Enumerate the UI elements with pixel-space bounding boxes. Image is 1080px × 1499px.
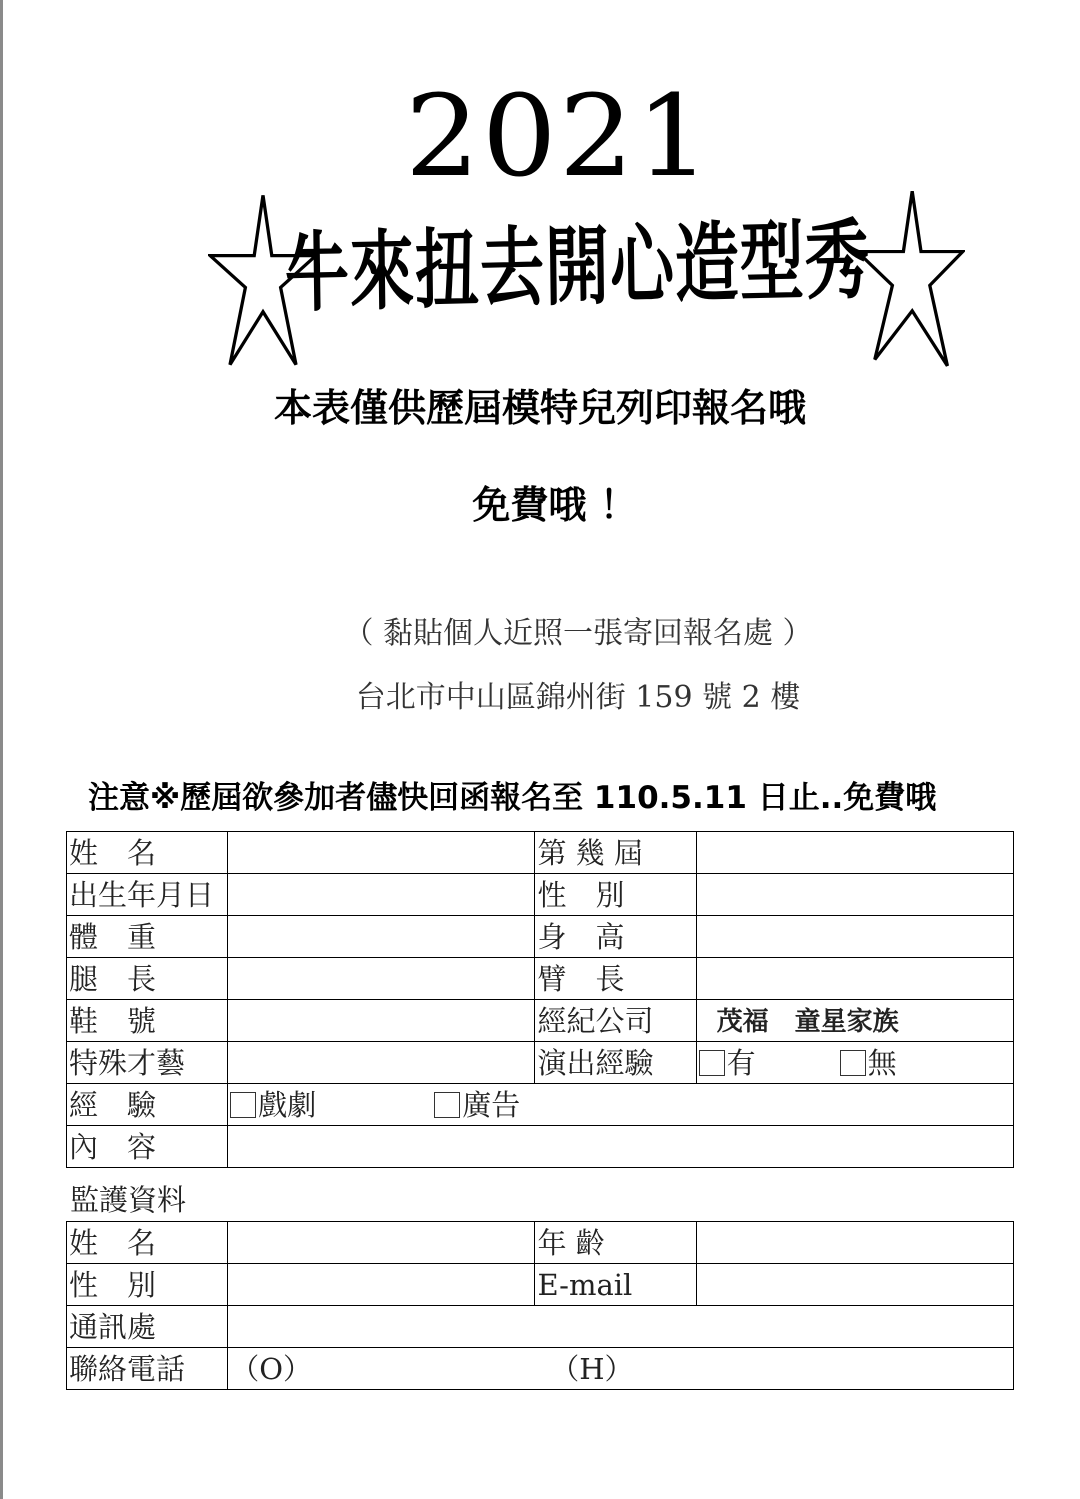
deadline-notice: 注意※歷屆欲參加者儘快回函報名至 110.5.11 日止..免費哦	[88, 780, 937, 816]
performance-field	[696, 1042, 1013, 1084]
name-field[interactable]	[228, 832, 535, 874]
table-row	[67, 1042, 1014, 1084]
table-row	[67, 916, 1014, 958]
guardian-age-field[interactable]	[696, 1222, 1013, 1264]
table-row	[67, 1222, 1014, 1264]
content-field[interactable]	[228, 1126, 1014, 1168]
agency-value: 茂福 童星家族	[716, 1006, 899, 1037]
leg-field[interactable]	[228, 958, 535, 1000]
performance-no-label: 無	[867, 1045, 897, 1080]
gender-field[interactable]	[696, 874, 1013, 916]
performance-yes-label: 有	[726, 1045, 756, 1080]
page-edge	[0, 0, 3, 1499]
table-row	[67, 958, 1014, 1000]
table-row	[67, 832, 1014, 874]
year-title: 2021	[405, 72, 713, 202]
weight-field[interactable]	[228, 916, 535, 958]
performance-label: 演出經驗	[535, 1042, 696, 1084]
guardian-name-field[interactable]	[228, 1222, 535, 1264]
leg-label: 腿 長	[67, 958, 228, 1000]
session-label: 第 幾 屆	[535, 832, 696, 874]
guardian-address-label: 通訊處	[67, 1306, 228, 1348]
experience-label: 經 驗	[67, 1084, 228, 1126]
table-row	[67, 1264, 1014, 1306]
phone-office-label: （O）	[230, 1351, 312, 1386]
agency-field[interactable]	[696, 1000, 1013, 1042]
session-field[interactable]	[696, 832, 1013, 874]
content-label: 內 容	[67, 1126, 228, 1168]
experience-drama-label: 戲劇	[258, 1087, 317, 1122]
experience-field	[228, 1084, 1014, 1126]
table-row	[67, 1084, 1014, 1126]
table-row	[67, 1306, 1014, 1348]
mailing-address: 台北市中山區錦州街 159 號 2 樓	[355, 680, 801, 715]
event-title: 牛來扭去開心造型秀	[284, 211, 871, 325]
guardian-email-label: E-mail	[535, 1264, 696, 1306]
shoe-field[interactable]	[228, 1000, 535, 1042]
shoe-label: 鞋 號	[67, 1000, 228, 1042]
photo-note: （ 黏貼個人近照一張寄回報名處 ）	[343, 616, 813, 651]
guardian-heading: 監護資料	[70, 1183, 187, 1217]
free-text: 免費哦 ！	[472, 483, 638, 527]
arm-label: 臂 長	[535, 958, 696, 1000]
subtitle: 本表僅供歷屆模特兒列印報名哦	[273, 386, 806, 430]
birth-field[interactable]	[228, 874, 535, 916]
name-label: 姓 名	[67, 832, 228, 874]
table-row	[67, 1000, 1014, 1042]
guardian-address-field[interactable]	[228, 1306, 1014, 1348]
guardian-age-label: 年 齡	[535, 1222, 696, 1264]
guardian-gender-label: 性 別	[67, 1264, 228, 1306]
talent-label: 特殊才藝	[67, 1042, 228, 1084]
guardian-email-field[interactable]	[696, 1264, 1013, 1306]
phone-home-label: （H）	[550, 1351, 634, 1386]
guardian-name-label: 姓 名	[67, 1222, 228, 1264]
height-label: 身 高	[535, 916, 696, 958]
guardian-phone-field[interactable]	[228, 1348, 1014, 1390]
empty-checkbox-icon[interactable]	[840, 1050, 866, 1076]
table-row	[67, 1126, 1014, 1168]
guardian-gender-field[interactable]	[228, 1264, 535, 1306]
empty-checkbox-icon[interactable]	[699, 1050, 725, 1076]
weight-label: 體 重	[67, 916, 228, 958]
empty-checkbox-icon[interactable]	[230, 1092, 256, 1118]
registration-form-table	[66, 831, 1014, 1168]
outline-star-right-svg	[855, 188, 965, 368]
birth-label: 出生年月日	[67, 874, 228, 916]
table-row	[67, 874, 1014, 916]
outline-star-icon	[855, 188, 965, 368]
guardian-phone-label: 聯絡電話	[67, 1348, 228, 1390]
talent-field[interactable]	[228, 1042, 535, 1084]
table-row	[67, 1348, 1014, 1390]
empty-checkbox-icon[interactable]	[434, 1092, 460, 1118]
guardian-form-table	[66, 1221, 1014, 1390]
gender-label: 性 別	[535, 874, 696, 916]
arm-field[interactable]	[696, 958, 1013, 1000]
agency-label: 經紀公司	[535, 1000, 696, 1042]
height-field[interactable]	[696, 916, 1013, 958]
experience-ad-label: 廣告	[462, 1087, 521, 1122]
